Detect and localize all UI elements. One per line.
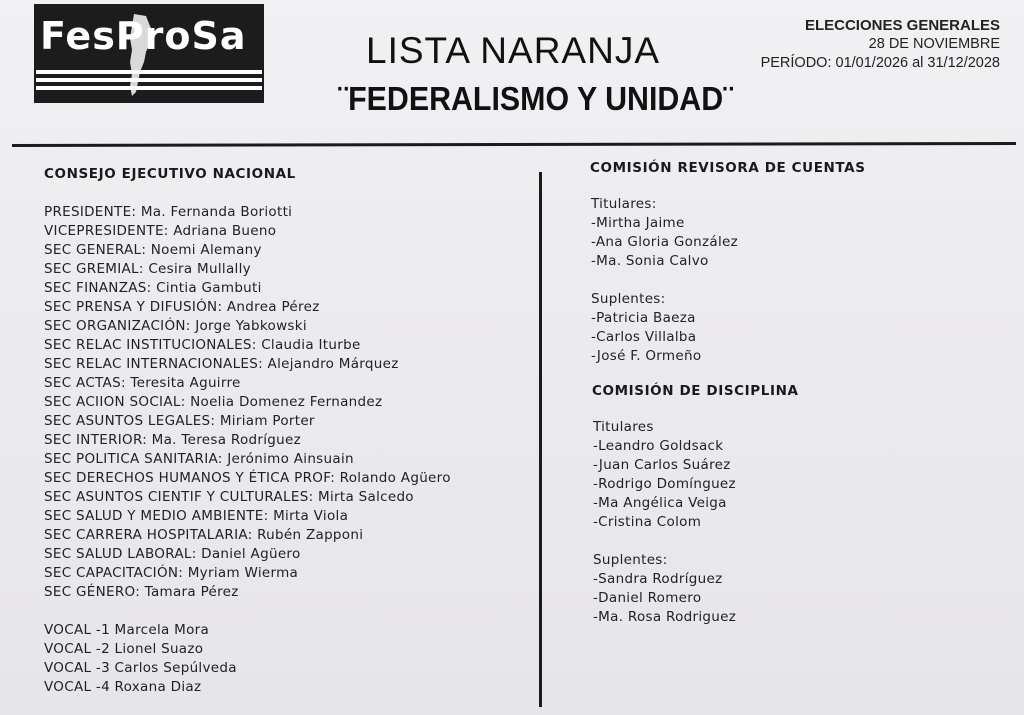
- vocal-row: VOCAL -1 Marcela Mora: [44, 622, 210, 638]
- list-item: -Sandra Rodríguez: [593, 571, 723, 587]
- member-row: SEC POLITICA SANITARIA: Jerónimo Ainsuain: [44, 451, 354, 467]
- member-row: SEC INTERIOR: Ma. Teresa Rodríguez: [44, 432, 302, 448]
- vocal-row: VOCAL -3 Carlos Sepúlveda: [44, 660, 237, 676]
- member-row: SEC ORGANIZACIÓN: Jorge Yabkowski: [44, 318, 307, 334]
- member-row: SEC GREMIAL: Cesira Mullally: [44, 261, 251, 277]
- member-row: SEC ASUNTOS LEGALES: Miriam Porter: [44, 413, 315, 429]
- member-row: SEC FINANZAS: Cintia Gambuti: [44, 280, 262, 296]
- list-item: -Daniel Romero: [593, 590, 702, 606]
- member-row: SEC RELAC INSTITUCIONALES: Claudia Iturbe: [44, 337, 361, 353]
- member-row: SEC ASUNTOS CIENTIF Y CULTURALES: Mirta Salcedo: [44, 489, 414, 505]
- header-divider: [12, 142, 1016, 147]
- member-row: SEC CAPACITACIÓN: Myriam Wierma: [44, 565, 299, 581]
- revisora-title: COMISIÓN REVISORA DE CUENTAS: [590, 160, 866, 176]
- list-item: -Leandro Goldsack: [593, 438, 724, 454]
- list-item: -Mirtha Jaime: [591, 215, 685, 231]
- member-row: SEC SALUD Y MEDIO AMBIENTE: Mirta Viola: [44, 508, 349, 524]
- election-title: ELECCIONES GENERALES: [804, 17, 1000, 34]
- list-item: -José F. Ormeño: [591, 348, 702, 364]
- fesprosa-logo: [34, 4, 264, 103]
- list-title: LISTA NARANJA: [366, 30, 661, 71]
- list-item: -Ma. Sonia Calvo: [591, 253, 709, 269]
- vocal-row: VOCAL -2 Lionel Suazo: [44, 641, 204, 657]
- suplentes-label: Suplentes:: [591, 291, 666, 307]
- list-item: -Ma. Rosa Rodriguez: [593, 609, 737, 625]
- member-row: SEC CARRERA HOSPITALARIA: Rubén Zapponi: [44, 527, 364, 543]
- vocal-row: VOCAL -4 Roxana Diaz: [44, 679, 202, 695]
- election-info: [761, 16, 1000, 73]
- list-item: -Carlos Villalba: [591, 329, 697, 345]
- revisora-list: [591, 195, 738, 366]
- list-item: -Rodrigo Domínguez: [593, 476, 736, 492]
- consejo-list: [44, 203, 451, 697]
- suplentes-label: Suplentes:: [593, 552, 668, 568]
- column-divider: [539, 172, 542, 707]
- list-item: -Ma Angélica Veiga: [593, 495, 727, 511]
- member-row: PRESIDENTE: Ma. Fernanda Boriotti: [44, 204, 293, 220]
- member-row: SEC RELAC INTERNACIONALES: Alejandro Márquez: [44, 356, 399, 372]
- list-item: -Juan Carlos Suárez: [593, 457, 731, 473]
- titulares-label: Titulares:: [591, 196, 657, 212]
- logo-stripe: [36, 78, 262, 82]
- consejo-title: CONSEJO EJECUTIVO NACIONAL: [44, 166, 296, 182]
- member-row: SEC ACTAS: Teresita Aguirre: [44, 375, 241, 391]
- list-item: -Patricia Baeza: [591, 310, 696, 326]
- disciplina-list: [593, 418, 736, 627]
- list-item: -Ana Gloria González: [591, 234, 739, 250]
- election-period: PERÍODO: 01/01/2026 al 31/12/2028: [760, 55, 1000, 71]
- member-row: SEC DERECHOS HUMANOS Y ÉTICA PROF: Rolando Agüero: [44, 470, 451, 486]
- member-row: SEC SALUD LABORAL: Daniel Agüero: [44, 546, 301, 562]
- list-item: -Cristina Colom: [593, 514, 702, 530]
- member-row: VICEPRESIDENTE: Adriana Bueno: [44, 223, 277, 239]
- member-row: SEC PRENSA Y DIFUSIÓN: Andrea Pérez: [44, 299, 320, 315]
- member-row: SEC GENERAL: Noemi Alemany: [44, 242, 262, 258]
- list-slogan: ¨FEDERALISMO Y UNIDAD¨: [338, 80, 734, 117]
- election-date: 28 DE NOVIEMBRE: [868, 36, 1000, 52]
- logo-stripe: [36, 70, 262, 74]
- logo-stripe: [36, 86, 262, 90]
- member-row: SEC ACIION SOCIAL: Noelia Domenez Fernandez: [44, 394, 383, 410]
- titulares-label: Titulares: [593, 419, 654, 435]
- member-row: SEC GÉNERO: Tamara Pérez: [44, 584, 239, 600]
- disciplina-title: COMISIÓN DE DISCIPLINA: [592, 383, 799, 399]
- logo-text: FesProSa: [40, 14, 247, 58]
